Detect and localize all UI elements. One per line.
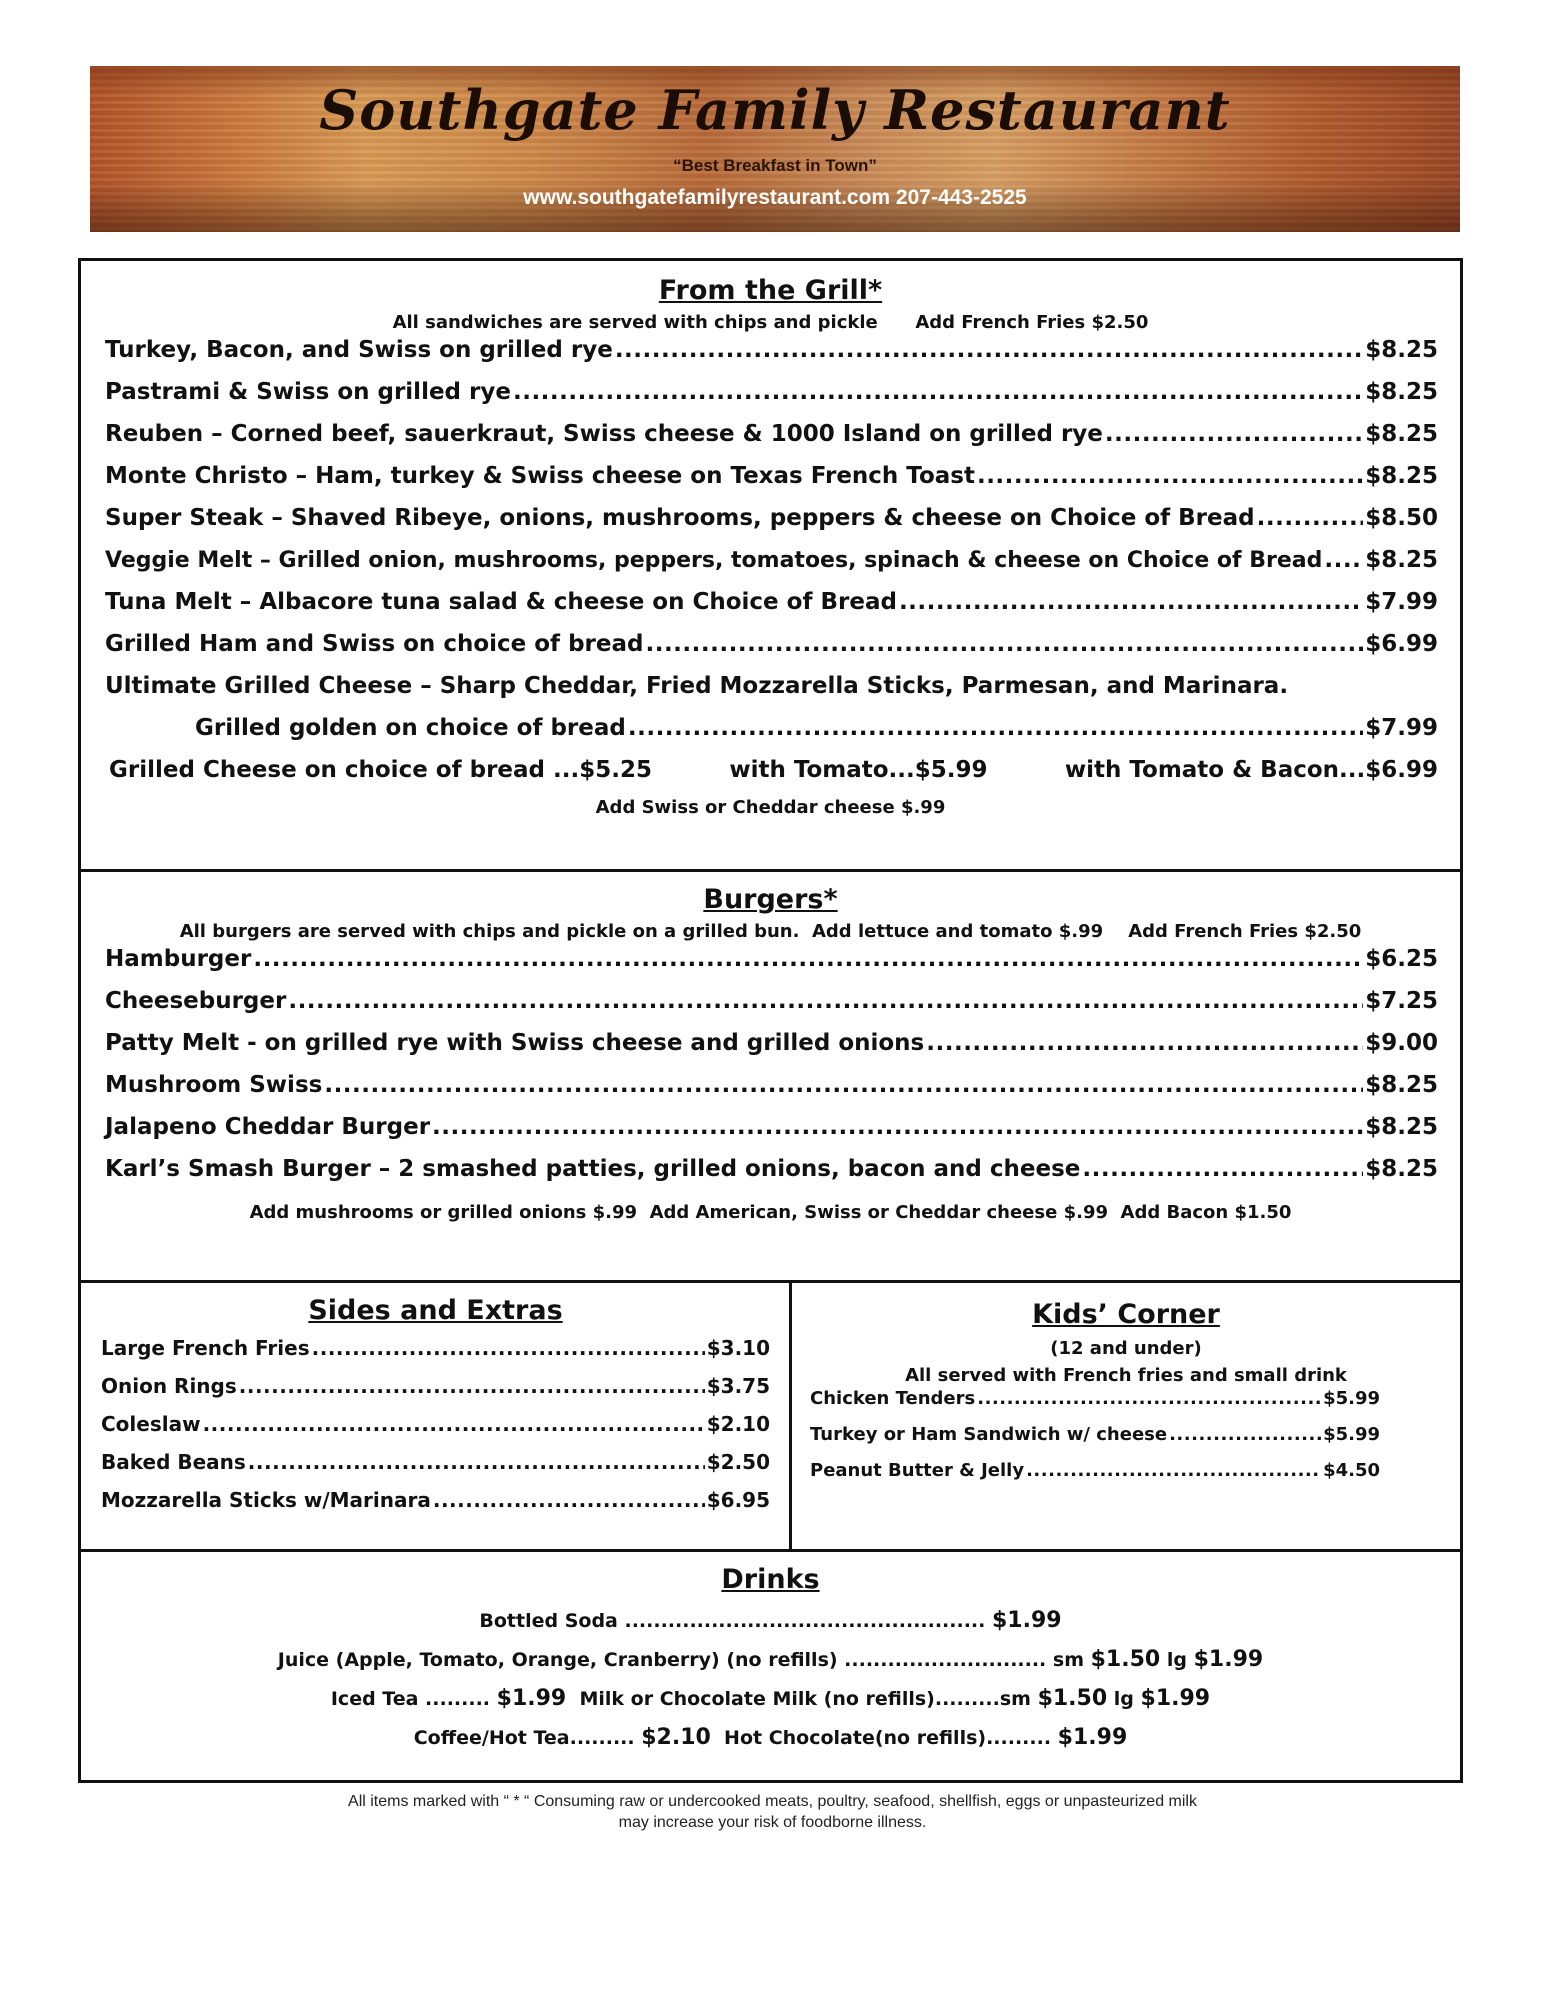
list-item: Patty Melt - on grilled rye with Swiss cheese and grilled onions ..... $9.00 [105, 1030, 1438, 1072]
grill-note: All sandwiches are served with chips and pickle Add French Fries $2.50 [392, 312, 1149, 333]
list-item: Tuna Melt – Albacore tuna salad & cheese on Choice of Bread ..... $7.99 [105, 589, 1438, 631]
drink-juice: Juice (Apple, Tomato, Orange, Cranberry) (no refills) ............................ sm $1.50 lg $1.99 [277, 1647, 1264, 1672]
list-item: Veggie Melt – Grilled onion, mushrooms, peppers, tomatoes, spinach & cheese on Choice of Bread ..... $8.25 [105, 547, 1438, 589]
list-item: Mozzarella Sticks w/Marinara ..... $6.95 [101, 1488, 770, 1526]
section-title-burgers: Burgers* [703, 884, 838, 915]
list-item: Turkey or Ham Sandwich w/ cheese ..... $5.99 [810, 1424, 1380, 1460]
section-burgers [78, 869, 1463, 1283]
list-item: Karl’s Smash Burger – 2 smashed patties, grilled onions, bacon and cheese ..... $8.25 [105, 1156, 1438, 1198]
list-item: Super Steak – Shaved Ribeye, onions, mushrooms, peppers & cheese on Choice of Bread ..... $8.50 [105, 505, 1438, 547]
burgers-note: All burgers are served with chips and pickle on a grilled bun. Add lettuce and tomato $.99 Add French Fries $2.50 [179, 921, 1362, 942]
list-item: Pastrami & Swiss on grilled rye ..... $8.25 [105, 379, 1438, 421]
food-safety-disclaimer: All items marked with “ * “ Consuming raw or undercooked meats, poultry, seafood, shellfish, eggs or unpasteurized milk may increase your risk of foodborne illness. [348, 1793, 1197, 1831]
restaurant-name: Southgate Family Restaurant [319, 78, 1231, 142]
ultimate-grilled-cheese-line2: Grilled golden on choice of bread ..... $7.99 [105, 715, 1438, 757]
tagline: “Best Breakfast in Town” [673, 156, 877, 175]
list-item: Monte Christo – Ham, turkey & Swiss cheese on Texas French Toast ..... $8.25 [105, 463, 1438, 505]
list-item: Chicken Tenders ..... $5.99 [810, 1388, 1380, 1424]
ultimate-grilled-cheese-line1: Ultimate Grilled Cheese – Sharp Cheddar, Fried Mozzarella Sticks, Parmesan, and Marinara. [105, 673, 1289, 699]
list-item: Reuben – Corned beef, sauerkraut, Swiss cheese & 1000 Island on grilled rye ..... $8.25 [105, 421, 1438, 463]
header-banner [90, 66, 1460, 232]
section-drinks [78, 1549, 1463, 1783]
section-kids [789, 1280, 1463, 1552]
contact-info: www.southgatefamilyrestaurant.com 207-443-2525 [523, 186, 1027, 209]
list-item: Cheeseburger ..... $7.25 [105, 988, 1438, 1030]
list-item: Baked Beans ..... $2.50 [101, 1450, 770, 1488]
drink-tea-milk: Iced Tea ......... $1.99 Milk or Chocolate Milk (no refills).........sm $1.50 lg $1.99 [330, 1686, 1211, 1711]
list-item: Large French Fries ..... $3.10 [101, 1336, 770, 1374]
list-item: Coleslaw ..... $2.10 [101, 1412, 770, 1450]
grill-items [81, 337, 1460, 757]
section-title-grill: From the Grill* [658, 275, 883, 306]
grilled-cheese-tomato-bacon: with Tomato & Bacon...$6.99 [1064, 757, 1438, 783]
burger-items [81, 946, 1460, 1198]
list-item: Mushroom Swiss ..... $8.25 [105, 1072, 1438, 1114]
list-item: Turkey, Bacon, and Swiss on grilled rye ..... $8.25 [105, 337, 1438, 379]
list-item: Hamburger ..... $6.25 [105, 946, 1438, 988]
side-items [81, 1326, 790, 1526]
kids-items [792, 1386, 1460, 1496]
list-item: Grilled Ham and Swiss on choice of bread ..... $6.99 [105, 631, 1438, 673]
section-grill [78, 258, 1463, 872]
section-title-drinks: Drinks [721, 1564, 820, 1595]
section-sides [78, 1280, 793, 1552]
grilled-cheese-options [81, 757, 1460, 797]
grill-add-cheese: Add Swiss or Cheddar cheese $.99 [595, 797, 946, 818]
list-item: Peanut Butter & Jelly ..... $4.50 [810, 1460, 1380, 1496]
grilled-cheese-tomato: with Tomato...$5.99 [729, 757, 988, 783]
section-title-sides: Sides and Extras [308, 1295, 563, 1326]
burger-addons: Add mushrooms or grilled onions $.99 Add American, Swiss or Cheddar cheese $.99 Add Bacon $1.50 [249, 1202, 1292, 1223]
list-item: Onion Rings ..... $3.75 [101, 1374, 770, 1412]
drink-coffee-cocoa: Coffee/Hot Tea......... $2.10 Hot Chocolate(no refills)......... $1.99 [413, 1725, 1128, 1750]
kids-note: All served with French fries and small drink [905, 1365, 1347, 1386]
drink-soda: Bottled Soda .................................................. $1.99 [479, 1608, 1062, 1633]
kids-age: (12 and under) [1050, 1338, 1202, 1359]
section-title-kids: Kids’ Corner [1032, 1299, 1220, 1330]
list-item: Jalapeno Cheddar Burger ..... $8.25 [105, 1114, 1438, 1156]
grilled-cheese-plain: Grilled Cheese on choice of bread ...$5.25 [109, 757, 652, 783]
